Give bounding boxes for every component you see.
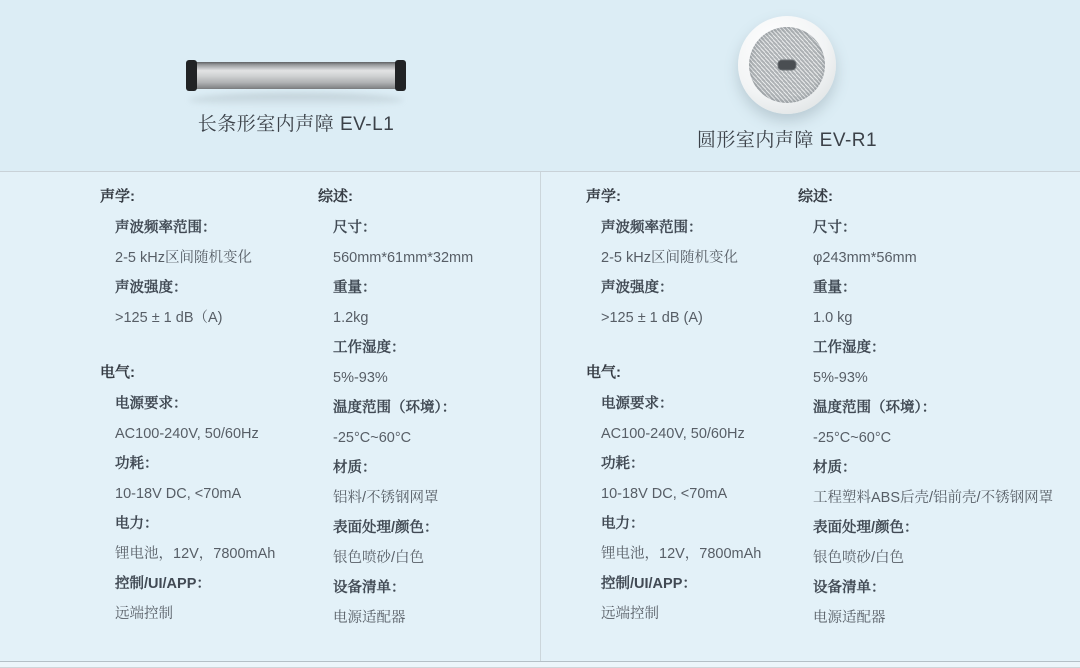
spec-gap [586,333,802,356]
spec-gap [100,333,316,356]
spec-value: AC100-240V, 50/60Hz [601,426,745,442]
spec-label: 重量： [333,280,377,296]
spec-label: 电力： [115,516,159,532]
bar-speaker-image [193,62,399,89]
spec-value: 2-5 kHz区间随机变化 [601,250,738,266]
spec-value: 远端控制 [601,606,659,622]
spec-label: 表面处理/颜色： [333,520,439,536]
spec-value: 电源适配器 [333,610,406,626]
spec-label: 尺寸： [813,220,857,236]
spec-label: 电力： [601,516,645,532]
spec-value: 2-5 kHz区间随机变化 [115,250,252,266]
spec-column-acoustic-electric [100,180,316,629]
spec-header: 电气: [100,364,135,381]
spec-label: 材质： [333,460,377,476]
product-title-left: 长条形室内声障 EV-L1 [197,114,395,135]
spec-value: 5%-93% [813,370,868,386]
spec-section [0,172,1080,661]
bar-speaker-reflection [189,93,403,107]
spec-label: 声波频率范围： [601,220,703,236]
footer-strip [0,661,1080,668]
spec-label: 电源要求： [115,396,188,412]
spec-value: >125 ± 1 dB（A) [115,310,223,326]
spec-label: 电源要求： [601,396,674,412]
spec-label: 温度范围（环境）： [813,400,937,416]
bar-speaker-body [193,62,399,89]
hero-left-product [0,0,540,171]
spec-label: 尺寸： [333,220,377,236]
spec-label: 重量： [813,280,857,296]
spec-value: 10-18V DC, <70mA [115,486,242,502]
spec-label: 温度范围（环境）： [333,400,457,416]
product-title-right: 圆形室内声障 EV-R1 [696,130,878,151]
spec-label: 设备清单： [813,580,886,596]
spec-label: 功耗： [601,456,645,472]
spec-value: -25°C~60°C [813,430,892,446]
spec-label: 声波强度： [115,280,188,296]
spec-value: AC100-240V, 50/60Hz [115,426,259,442]
spec-value: >125 ± 1 dB (A) [601,310,703,326]
spec-label: 声波频率范围： [115,220,217,236]
spec-label: 控制/UI/APP： [115,576,211,592]
spec-value: 锂电池，12V，7800mAh [601,546,762,562]
spec-column-overview [318,180,538,633]
spec-value: 铝料/不锈钢网罩 [333,490,439,506]
spec-value: 工程塑料ABS后壳/铝前壳/不锈钢网罩 [813,490,1054,506]
spec-label: 工作湿度： [333,340,406,356]
spec-value: 远端控制 [115,606,173,622]
spec-label: 工作湿度： [813,340,886,356]
spec-column-overview [798,180,1078,633]
spec-value: 5%-93% [333,370,388,386]
spec-column-acoustic-electric [586,180,802,629]
spec-panel-left-product [0,172,540,661]
spec-label: 表面处理/颜色： [813,520,919,536]
round-speaker-logo [778,60,797,71]
spec-value: 1.2kg [333,310,369,326]
spec-label: 材质： [813,460,857,476]
spec-value: 10-18V DC, <70mA [601,486,728,502]
spec-value: 锂电池，12V，7800mAh [115,546,276,562]
hero-right-product [540,0,1080,171]
round-speaker-image [738,16,836,114]
spec-header: 综述: [798,188,833,205]
spec-value: 560mm*61mm*32mm [333,250,474,266]
spec-header: 声学: [100,188,135,205]
spec-header: 电气: [586,364,621,381]
spec-value: 1.0 kg [813,310,853,326]
spec-label: 控制/UI/APP： [601,576,697,592]
bar-speaker-endcap-left [186,60,197,91]
product-hero-section [0,0,1080,172]
spec-value: 电源适配器 [813,610,886,626]
spec-label: 声波强度： [601,280,674,296]
spec-panel-right-product [540,172,1080,661]
spec-value: 银色喷砂/白色 [333,550,425,566]
spec-value: 银色喷砂/白色 [813,550,905,566]
spec-header: 声学: [586,188,621,205]
spec-label: 功耗： [115,456,159,472]
spec-value: φ243mm*56mm [813,250,917,266]
bar-speaker-endcap-right [395,60,406,91]
spec-header: 综述: [318,188,353,205]
spec-label: 设备清单： [333,580,406,596]
spec-value: -25°C~60°C [333,430,412,446]
